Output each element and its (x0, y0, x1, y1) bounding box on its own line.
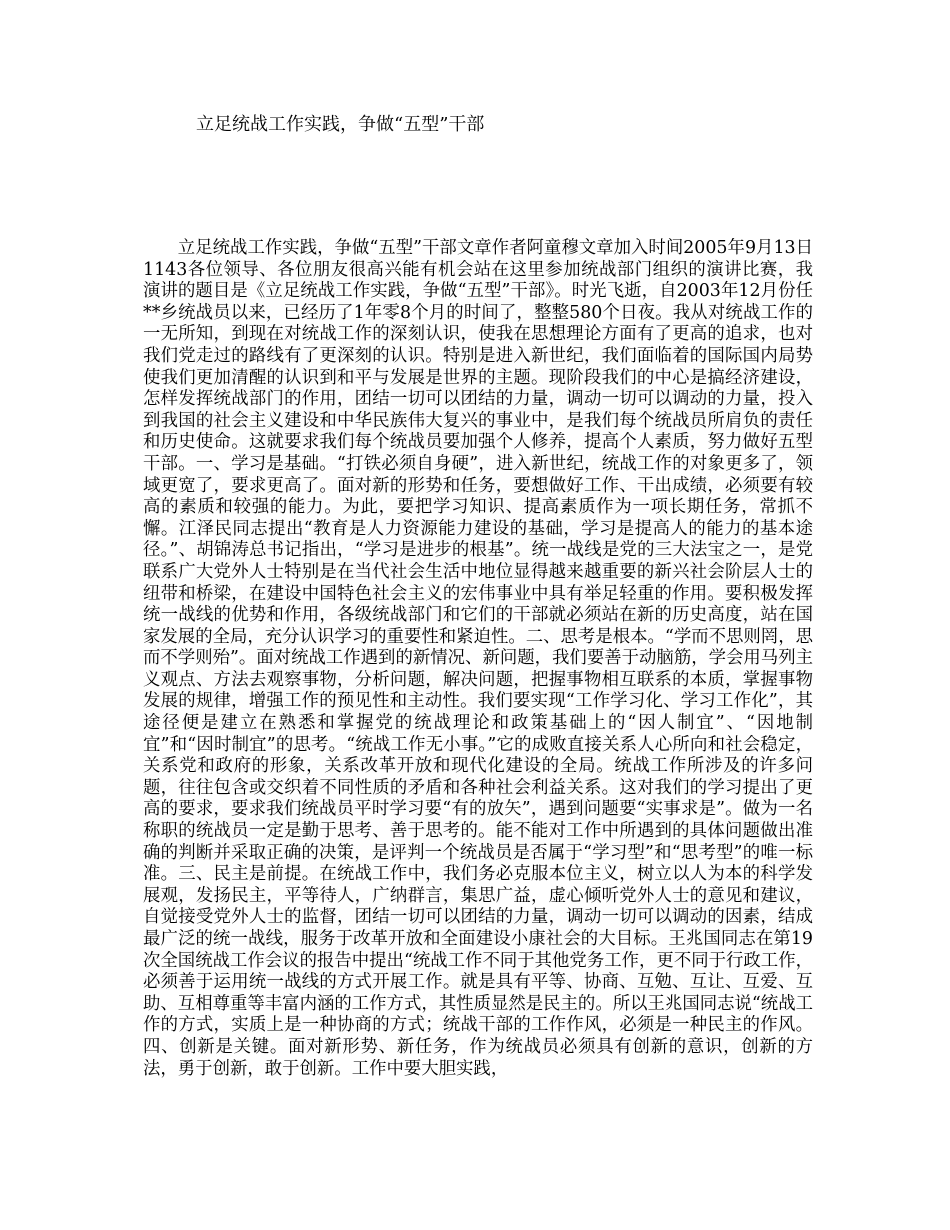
document-body: 立足统战工作实践，争做“五型”干部文章作者阿童穆文章加入时间2005年9月13日1143各位领导、各位朋友很高兴能有机会站在这里参加统战部门组织的演讲比赛，我演讲的题目是《立足统战工作实践，争做“五型”干部》。时光飞逝，自2003年12月份任**乡统战员以来，已经历了1年零8个月的时间了，整整580个日夜。我从对统战工作的一无所知，到现在对统战工作的深刻认识，使我在思想理论方面有了更高的追求，也对我们党走过的路线有了更深刻的认识。特别是进入新世纪，我们面临着的国际国内局势使我们更加清醒的认识到和平与发展是世界的主题。现阶段我们的中心是搞经济建设，怎样发挥统战部门的作用，团结一切可以团结的力量，调动一切可以调动的力量，投入到我国的社会主义建设和中华民族伟大复兴的事业中，是我们每个统战员所肩负的责任和历史使命。这就要求我们每个统战员要加强个人修养，提高个人素质，努力做好五型干部。一、学习是基础。“打铁必须自身硬”，进入新世纪，统战工作的对象更多了，领域更宽了，要求更高了。面对新的形势和任务，要想做好工作、干出成绩，必须要有较高的素质和较强的能力。为此，要把学习知识、提高素质作为一项长期任务，常抓不懈。江泽民同志提出“教育是人力资源能力建设的基础，学习是提高人的能力的基本途径。”、胡锦涛总书记指出，“学习是进步的根基”。统一战线是党的三大法宝之一，是党联系广大党外人士特别是在当代社会生活中地位显得越来越重要的新兴社会阶层人士的纽带和桥梁，在建设中国特色社会主义的宏伟事业中具有举足轻重的作用。要积极发挥统一战线的优势和作用，各级统战部门和它们的干部就必须站在新的历史高度，站在国家发展的全局，充分认识学习的重要性和紧迫性。二、思考是根本。“学而不思则罔，思而不学则殆”。面对统战工作遇到的新情况、新问题，我们要善于动脑筋，学会用马列主义观点、方法去观察事物，分析问题，解决问题，把握事物相互联系的本质，掌握事物发展的规律，增强工作的预见性和主动性。我们要实现“工作学习化、学习工作化”，其途径便是建立在熟悉和掌握党的统战理论和政策基础上的“因人制宜”、“因地制宜”和“因时制宜”的思考。“统战工作无小事。”它的成败直接关系人心所向和社会稳定，关系党和政府的形象，关系改革开放和现代化建设的全局。统战工作所涉及的许多问题，往往包含或交织着不同性质的矛盾和各种社会利益关系。这对我们的学习提出了更高的要求，要求我们统战员平时学习要“有的放矢”，遇到问题要“实事求是”。做为一名称职的统战员一定是勤于思考、善于思考的。能不能对工作中所遇到的具体问题做出准确的判断并采取正确的决策，是评判一个统战员是否属于“学习型”和“思考型”的唯一标准。三、民主是前提。在统战工作中，我们务必克服本位主义，树立以人为本的科学发展观，发扬民主，平等待人，广纳群言，集思广益，虚心倾听党外人士的意见和建议，自觉接受党外人士的监督，团结一切可以团结的力量，调动一切可以调动的因素，结成最广泛的统一战线，服务于改革开放和全面建设小康社会的大目标。王兆国同志在第19次全国统战工作会议的报告中提出“统战工作不同于其他党务工作，更不同于行政工作，必须善于运用统一战线的方式开展工作。就是具有平等、协商、互勉、互让、互爱、互助、互相尊重等丰富内涵的工作方式，其性质显然是民主的。所以王兆国同志说“统战工作的方式，实质上是一种协商的方式；统战干部的工作作风，必须是一种民主的作风。四、创新是关键。面对新形势、新任务，作为统战员必须具有创新的意识，创新的方法，勇于创新，敢于创新。工作中要大胆实践， (143, 238, 813, 1079)
document-title: 立足统战工作实践，争做“五型”干部 (196, 114, 485, 135)
